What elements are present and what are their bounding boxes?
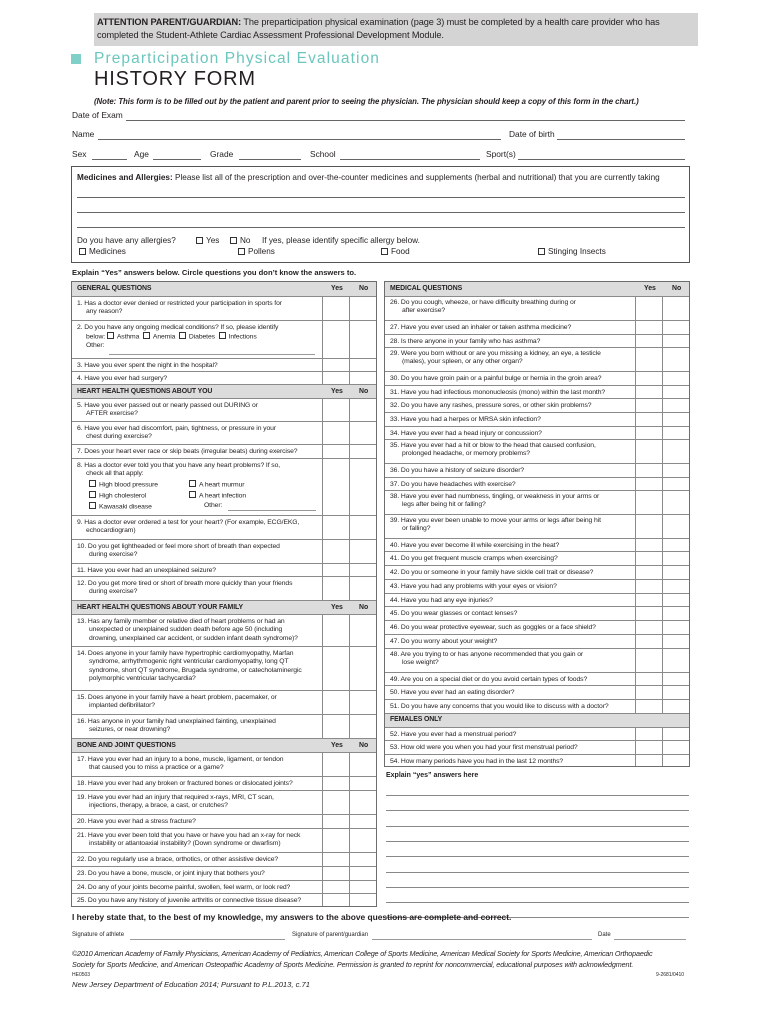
question-48: 48. Are you trying to or has anyone recommended that you gain or lose weight?	[390, 651, 584, 667]
right-questions-table	[384, 281, 690, 767]
medicines-line-3[interactable]	[77, 227, 685, 228]
copyright-line-2: Society for Sports Medicine, and American Osteopathic Academy of Sports Medicine. Permission is granted to reprint for noncommercial, educational purposes with acknowledgment.	[72, 960, 634, 969]
form-code-left: HE0503	[72, 972, 91, 978]
medicines-option-label: Medicines	[89, 247, 126, 256]
col-no-heart: No	[359, 388, 369, 395]
food-option-label: Food	[391, 247, 410, 256]
medicines-label: Medicines and Allergies:	[77, 173, 173, 182]
question-49: 49. Are you on a special diet or do you avoid certain types of foods?	[390, 676, 588, 683]
parent-signature-label: Signature of parent/guardian	[292, 932, 369, 938]
school-field[interactable]	[340, 159, 480, 160]
col-no-general: No	[359, 285, 369, 292]
question-14: 14. Does anyone in your family have hypertrophic cardiomyopathy, Marfan syndrome, arrhythmogenic right ventricular cardiomyopathy, long QT syndrome, short QT syndrome, Brugada syndrome, or catecholaminergic polymorphic ventricular tachycardia?	[77, 650, 302, 683]
question-39: 39. Have you ever been unable to move your arms or legs after being hit or falling?	[390, 517, 601, 533]
col-yes-bone: Yes	[331, 742, 343, 749]
question-40: 40. Have you ever become ill while exercising in the heat?	[390, 542, 560, 549]
allergy-yes[interactable]	[196, 236, 219, 245]
question-45: 45. Do you wear glasses or contact lenses?	[390, 610, 518, 617]
question-30: 30. Do you have groin pain or a painful bulge or hernia in the groin area?	[390, 375, 602, 382]
females-only-header: FEMALES ONLY	[390, 716, 443, 723]
question-21: 21. Have you ever been told that you have or have you had an x-ray for neck instability or atlantoaxial instability? (Down syndrome or dwarfism)	[77, 832, 301, 848]
explain-line[interactable]	[386, 872, 689, 873]
question-32: 32. Do you have any rashes, pressure sores, or other skin problems?	[390, 402, 592, 409]
title-square-icon	[71, 54, 81, 64]
form-subtitle: Preparticipation Physical Evaluation	[94, 50, 381, 67]
question-22: 22. Do you regularly use a brace, orthotics, or other assistive device?	[77, 856, 279, 863]
question-38: 38. Have you ever had numbness, tingling, or weakness in your arms or legs after being hit or falling?	[390, 493, 600, 509]
copyright-line-1: ©2010 American Academy of Family Physicians, American Academy of Pediatrics, American College of Sports Medicine, American Medical Society for Sports Medicine, American Orthopaedic	[72, 949, 653, 958]
question-12: 12. Do you get more tired or short of breath more quickly than your friends during exercise?	[77, 580, 293, 596]
allergy-no-label: No	[240, 236, 251, 245]
question-23: 23. Do you have a bone, muscle, or joint injury that bothers you?	[77, 870, 265, 877]
name-field[interactable]	[98, 139, 501, 140]
left-questions-table	[71, 281, 377, 907]
allergy-no-checkbox[interactable]	[230, 237, 237, 244]
question-8: 8. Has a doctor ever told you that you have any heart problems? If so, check all that apply:	[77, 462, 281, 478]
form-code-right: 9-2681/0410	[656, 972, 685, 978]
q8-infection[interactable]: A heart infection	[184, 491, 246, 501]
question-15: 15. Does anyone in your family have a heart problem, pacemaker, or implanted defibrillator?	[77, 694, 277, 710]
question-1: 1. Has a doctor ever denied or restricted your participation in sports for any reason?	[77, 300, 282, 316]
medicines-text	[77, 173, 660, 182]
medical-questions-header: MEDICAL QUESTIONS	[390, 285, 463, 292]
date-of-birth-field[interactable]	[557, 139, 685, 140]
athlete-signature-field[interactable]	[130, 939, 285, 940]
insects-option-label: Stinging Insects	[548, 247, 606, 256]
athlete-signature-label: Signature of athlete	[72, 932, 125, 938]
notice-text: The preparticipation physical examination (page 3) must be completed by a health care provider who has completed the Student-Athlete Cardiac Assessment Professional Development Module.	[97, 17, 660, 40]
sports-label: Sport(s)	[486, 149, 516, 159]
explain-line[interactable]	[386, 826, 689, 827]
allergy-pollens[interactable]	[238, 247, 275, 256]
explain-line[interactable]	[386, 902, 689, 903]
date-signature-field[interactable]	[614, 939, 686, 940]
q8-other: Other:	[204, 502, 223, 509]
question-41: 41. Do you get frequent muscle cramps when exercising?	[390, 555, 558, 562]
question-35: 35. Have you ever had a hit or blow to the head that caused confusion, prolonged headache, or memory problems?	[390, 442, 596, 458]
col-yes-medical: Yes	[644, 285, 656, 292]
question-16: 16. Has anyone in your family had unexplained fainting, unexplained seizures, or near drowning?	[77, 718, 276, 734]
nj-doe-footer: New Jersey Department of Education 2014; Pursuant to P.L.2013, c.71	[72, 980, 310, 989]
explain-intro: Explain “Yes” answers below. Circle questions you don’t know the answers to.	[72, 268, 357, 277]
col-yes-family: Yes	[331, 604, 343, 611]
certification-statement: I hereby state that, to the best of my knowledge, my answers to the above questions are complete and correct.	[72, 912, 512, 922]
explain-line[interactable]	[386, 795, 689, 796]
parent-guardian-notice	[94, 13, 698, 46]
question-34: 34. Have you ever had a head injury or concussion?	[390, 430, 542, 437]
allergy-yes-label: Yes	[206, 236, 220, 245]
general-questions-header: GENERAL QUESTIONS	[77, 285, 152, 292]
allergy-medicines[interactable]	[79, 247, 126, 256]
bone-questions-header: BONE AND JOINT QUESTIONS	[77, 742, 176, 749]
grade-field[interactable]	[239, 159, 301, 160]
question-51: 51. Do you have any concerns that you would like to discuss with a doctor?	[390, 703, 609, 710]
question-25: 25. Do you have any history of juvenile arthritis or connective tissue disease?	[77, 897, 302, 904]
notice-label: ATTENTION PARENT/GUARDIAN:	[97, 17, 242, 27]
explain-line[interactable]	[386, 841, 689, 842]
question-43: 43. Have you had any problems with your eyes or vision?	[390, 583, 557, 590]
question-42: 42. Do you or someone in your family have sickle cell trait or disease?	[390, 569, 594, 576]
question-20: 20. Have you ever had a stress fracture?	[77, 818, 196, 825]
question-3: 3. Have you ever spent the night in the hospital?	[77, 362, 218, 369]
question-36: 36. Do you have a history of seizure disorder?	[390, 467, 525, 474]
question-44: 44. Have you had any eye injuries?	[390, 597, 493, 604]
col-no-medical: No	[672, 285, 682, 292]
medicines-line-1[interactable]	[77, 197, 685, 198]
medicines-line-2[interactable]	[77, 212, 685, 213]
question-50: 50. Have you ever had an eating disorder?	[390, 689, 515, 696]
grade-label: Grade	[210, 149, 234, 159]
question-28: 28. Is there anyone in your family who has asthma?	[390, 338, 541, 345]
question-5: 5. Have you ever passed out or nearly passed out DURING or AFTER exercise?	[77, 402, 258, 418]
col-yes-heart: Yes	[331, 388, 343, 395]
allergy-no[interactable]	[230, 236, 250, 245]
allergy-yes-checkbox[interactable]	[196, 237, 203, 244]
question-53: 53. How old were you when you had your first menstrual period?	[390, 744, 578, 751]
question-52: 52. Have you ever had a menstrual period?	[390, 731, 517, 738]
question-19: 19. Have you ever had an injury that required x-rays, MRI, CT scan, injections, therapy, a brace, a cast, or crutches?	[77, 794, 274, 810]
allergy-insects[interactable]	[538, 247, 606, 256]
question-11: 11. Have you ever had an unexplained seizure?	[77, 567, 216, 574]
question-54: 54. How many periods have you had in the last 12 months?	[390, 758, 564, 765]
question-9: 9. Has a doctor ever ordered a test for your heart? (For example, ECG/EKG, echocardiogram)	[77, 519, 300, 535]
age-field[interactable]	[153, 159, 201, 160]
explain-yes-label: Explain “yes” answers here	[386, 772, 479, 779]
question-17: 17. Have you ever had an injury to a bone, muscle, ligament, or tendon that caused you to miss a practice or a game?	[77, 756, 284, 772]
col-yes-general: Yes	[331, 285, 343, 292]
parent-signature-field[interactable]	[372, 939, 592, 940]
date-of-birth-label: Date of birth	[509, 129, 555, 139]
allergy-food[interactable]	[381, 247, 410, 256]
family-questions-header: HEART HEALTH QUESTIONS ABOUT YOUR FAMILY	[77, 604, 243, 611]
question-31: 31. Have you had infectious mononucleosis (mono) within the last month?	[390, 389, 606, 396]
form-note: (Note: This form is to be filled out by the patient and parent prior to seeing the physician. The physician should keep a copy of this form in the chart.)	[94, 97, 639, 106]
pollens-checkbox[interactable]	[238, 248, 245, 255]
sex-label: Sex	[72, 149, 87, 159]
q8-kawasaki[interactable]: Kawasaki disease	[84, 502, 152, 512]
question-7: 7. Does your heart ever race or skip beats (irregular beats) during exercise?	[77, 448, 298, 455]
question-37: 37. Do you have headaches with exercise?	[390, 481, 516, 488]
question-6: 6. Have you ever had discomfort, pain, tightness, or pressure in your chest during exercise?	[77, 425, 276, 441]
question-26: 26. Do you cough, wheeze, or have difficulty breathing during or after exercise?	[390, 299, 576, 315]
question-4: 4. Have you ever had surgery?	[77, 375, 168, 382]
school-label: School	[310, 149, 336, 159]
allergy-question: Do you have any allergies?	[77, 236, 176, 245]
question-33: 33. Have you had a herpes or MRSA skin infection?	[390, 416, 541, 423]
question-10: 10. Do you get lightheaded or feel more short of breath than expected during exercise?	[77, 543, 280, 559]
name-label: Name	[72, 129, 95, 139]
medicines-checkbox[interactable]	[79, 248, 86, 255]
col-no-bone: No	[359, 742, 369, 749]
age-label: Age	[134, 149, 149, 159]
explain-line[interactable]	[386, 887, 689, 888]
allergy-prompt: If yes, please identify specific allergy below.	[262, 236, 420, 245]
question-27: 27. Have you ever used an inhaler or taken asthma medicine?	[390, 324, 572, 331]
question-46: 46. Do you wear protective eyewear, such as goggles or a face shield?	[390, 624, 596, 631]
col-no-family: No	[359, 604, 369, 611]
explain-line[interactable]	[386, 810, 689, 811]
question-18: 18. Have you ever had any broken or fractured bones or dislocated joints?	[77, 780, 293, 787]
pollens-option-label: Pollens	[248, 247, 275, 256]
insects-checkbox[interactable]	[538, 248, 545, 255]
question-2: 2. Do you have any ongoing medical conditions? If so, please identify below: Asthma Anemia Diabetes Infections Other:	[77, 324, 279, 350]
heart-questions-header: HEART HEALTH QUESTIONS ABOUT YOU	[77, 388, 213, 395]
question-47: 47. Do you worry about your weight?	[390, 638, 498, 645]
date-of-exam-label: Date of Exam	[72, 110, 123, 120]
question-24: 24. Do any of your joints become painful, swollen, feel warm, or look red?	[77, 884, 291, 891]
explain-line[interactable]	[386, 856, 689, 857]
sports-field[interactable]	[518, 159, 685, 160]
sex-field[interactable]	[92, 159, 127, 160]
q8-hbp[interactable]: High blood pressure	[84, 480, 158, 490]
q8-cholesterol[interactable]: High cholesterol	[84, 491, 146, 501]
food-checkbox[interactable]	[381, 248, 388, 255]
date-of-exam-field[interactable]	[126, 120, 685, 121]
medicines-instructions: Please list all of the prescription and over-the-counter medicines and supplements (herbal and nutritional) that you are currently taking	[174, 173, 660, 182]
question-13: 13. Has any family member or relative died of heart problems or had an unexpected or unexplained sudden death before age 50 (including drowning, unexplained car accident, or sudden infant death syndrome)?	[77, 618, 298, 642]
form-title: HISTORY FORM	[94, 68, 256, 90]
question-29: 29. Were you born without or are you missing a kidney, an eye, a testicle (males), your spleen, or any other organ?	[390, 350, 601, 366]
date-signature-label: Date	[598, 932, 611, 938]
q8-murmur[interactable]: A heart murmur	[184, 480, 244, 490]
